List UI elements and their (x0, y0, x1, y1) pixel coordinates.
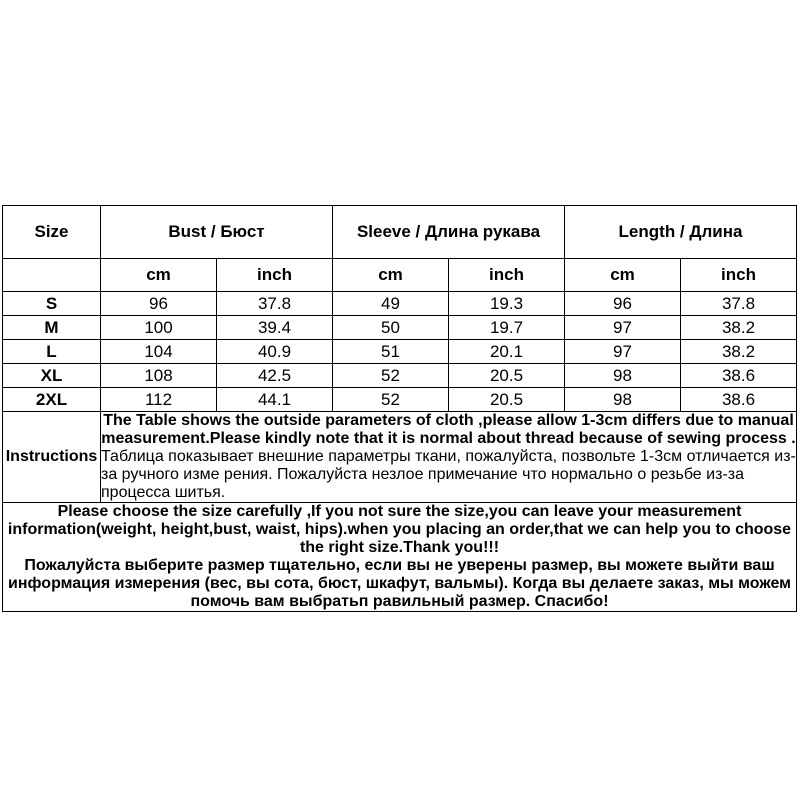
size-label: L (3, 340, 101, 364)
table-cell: 42.5 (217, 364, 333, 388)
table-cell: 44.1 (217, 388, 333, 412)
table-cell: 19.7 (449, 316, 565, 340)
unit-cell: inch (681, 259, 797, 292)
unit-cell: inch (449, 259, 565, 292)
size-note-en: Please choose the size carefully ,If you not sure the size,you can leave your measurement information(weight, height,bust, waist, hips).when you placing an order,that we can help you to choose the right size.Thank you!!! (7, 503, 792, 556)
table-cell: 97 (565, 316, 681, 340)
size-label: XL (3, 364, 101, 388)
table-row (3, 316, 797, 340)
bust-header: Bust / Бюст (101, 206, 333, 259)
unit-cell-empty (3, 259, 101, 292)
table-cell: 98 (565, 364, 681, 388)
instructions-text (101, 412, 797, 503)
table-row (3, 388, 797, 412)
table-cell: 51 (333, 340, 449, 364)
size-header: Size (3, 206, 101, 259)
table-row (3, 364, 797, 388)
unit-cell: inch (217, 259, 333, 292)
instructions-text-ru: Таблица показывает внешние параметры ткани, пожалуйста, позвольте 1-3см отличается из-за ручного изме рения. Пожалуйста незлое примечание что нормально о резьбе из-за процесса шитья. (101, 448, 796, 501)
unit-row (3, 259, 797, 292)
note-row (3, 503, 797, 612)
table-cell: 20.5 (449, 364, 565, 388)
size-note (3, 503, 797, 612)
unit-cell: cm (333, 259, 449, 292)
sleeve-header: Sleeve / Длина рукава (333, 206, 565, 259)
table-cell: 38.6 (681, 388, 797, 412)
table-cell: 100 (101, 316, 217, 340)
unit-cell: cm (565, 259, 681, 292)
size-label: S (3, 292, 101, 316)
table-cell: 20.1 (449, 340, 565, 364)
table-cell: 49 (333, 292, 449, 316)
table-cell: 52 (333, 364, 449, 388)
table-cell: 38.6 (681, 364, 797, 388)
table-cell: 108 (101, 364, 217, 388)
table-cell: 50 (333, 316, 449, 340)
instructions-row (3, 412, 797, 503)
table-cell: 38.2 (681, 316, 797, 340)
size-label: 2XL (3, 388, 101, 412)
size-chart-table (2, 205, 797, 612)
table-cell: 37.8 (681, 292, 797, 316)
table-cell: 96 (565, 292, 681, 316)
table-cell: 98 (565, 388, 681, 412)
length-header: Length / Длина (565, 206, 797, 259)
table-cell: 40.9 (217, 340, 333, 364)
instructions-text-en: The Table shows the outside parameters of cloth ,please allow 1-3cm differs due to manual measurement.Please kindly note that it is normal about thread because of sewing process . (101, 412, 796, 447)
table-cell: 20.5 (449, 388, 565, 412)
unit-cell: cm (101, 259, 217, 292)
size-label: M (3, 316, 101, 340)
table-row (3, 292, 797, 316)
table-cell: 38.2 (681, 340, 797, 364)
table-cell: 112 (101, 388, 217, 412)
table-cell: 104 (101, 340, 217, 364)
table-cell: 96 (101, 292, 217, 316)
table-row (3, 340, 797, 364)
table-cell: 37.8 (217, 292, 333, 316)
table-cell: 19.3 (449, 292, 565, 316)
table-cell: 39.4 (217, 316, 333, 340)
size-note-ru: Пожалуйста выберите размер тщательно, если вы не уверены размер, вы можете выйти ваш информация измерения (вес, вы сота, бюст, шкафут, вальмы). Когда вы делаете заказ, мы можем помочь вам выбратьп равильный размер. Спасибо! (8, 557, 791, 610)
table-cell: 52 (333, 388, 449, 412)
instructions-label: Instructions (3, 412, 101, 503)
table-cell: 97 (565, 340, 681, 364)
header-row (3, 206, 797, 259)
